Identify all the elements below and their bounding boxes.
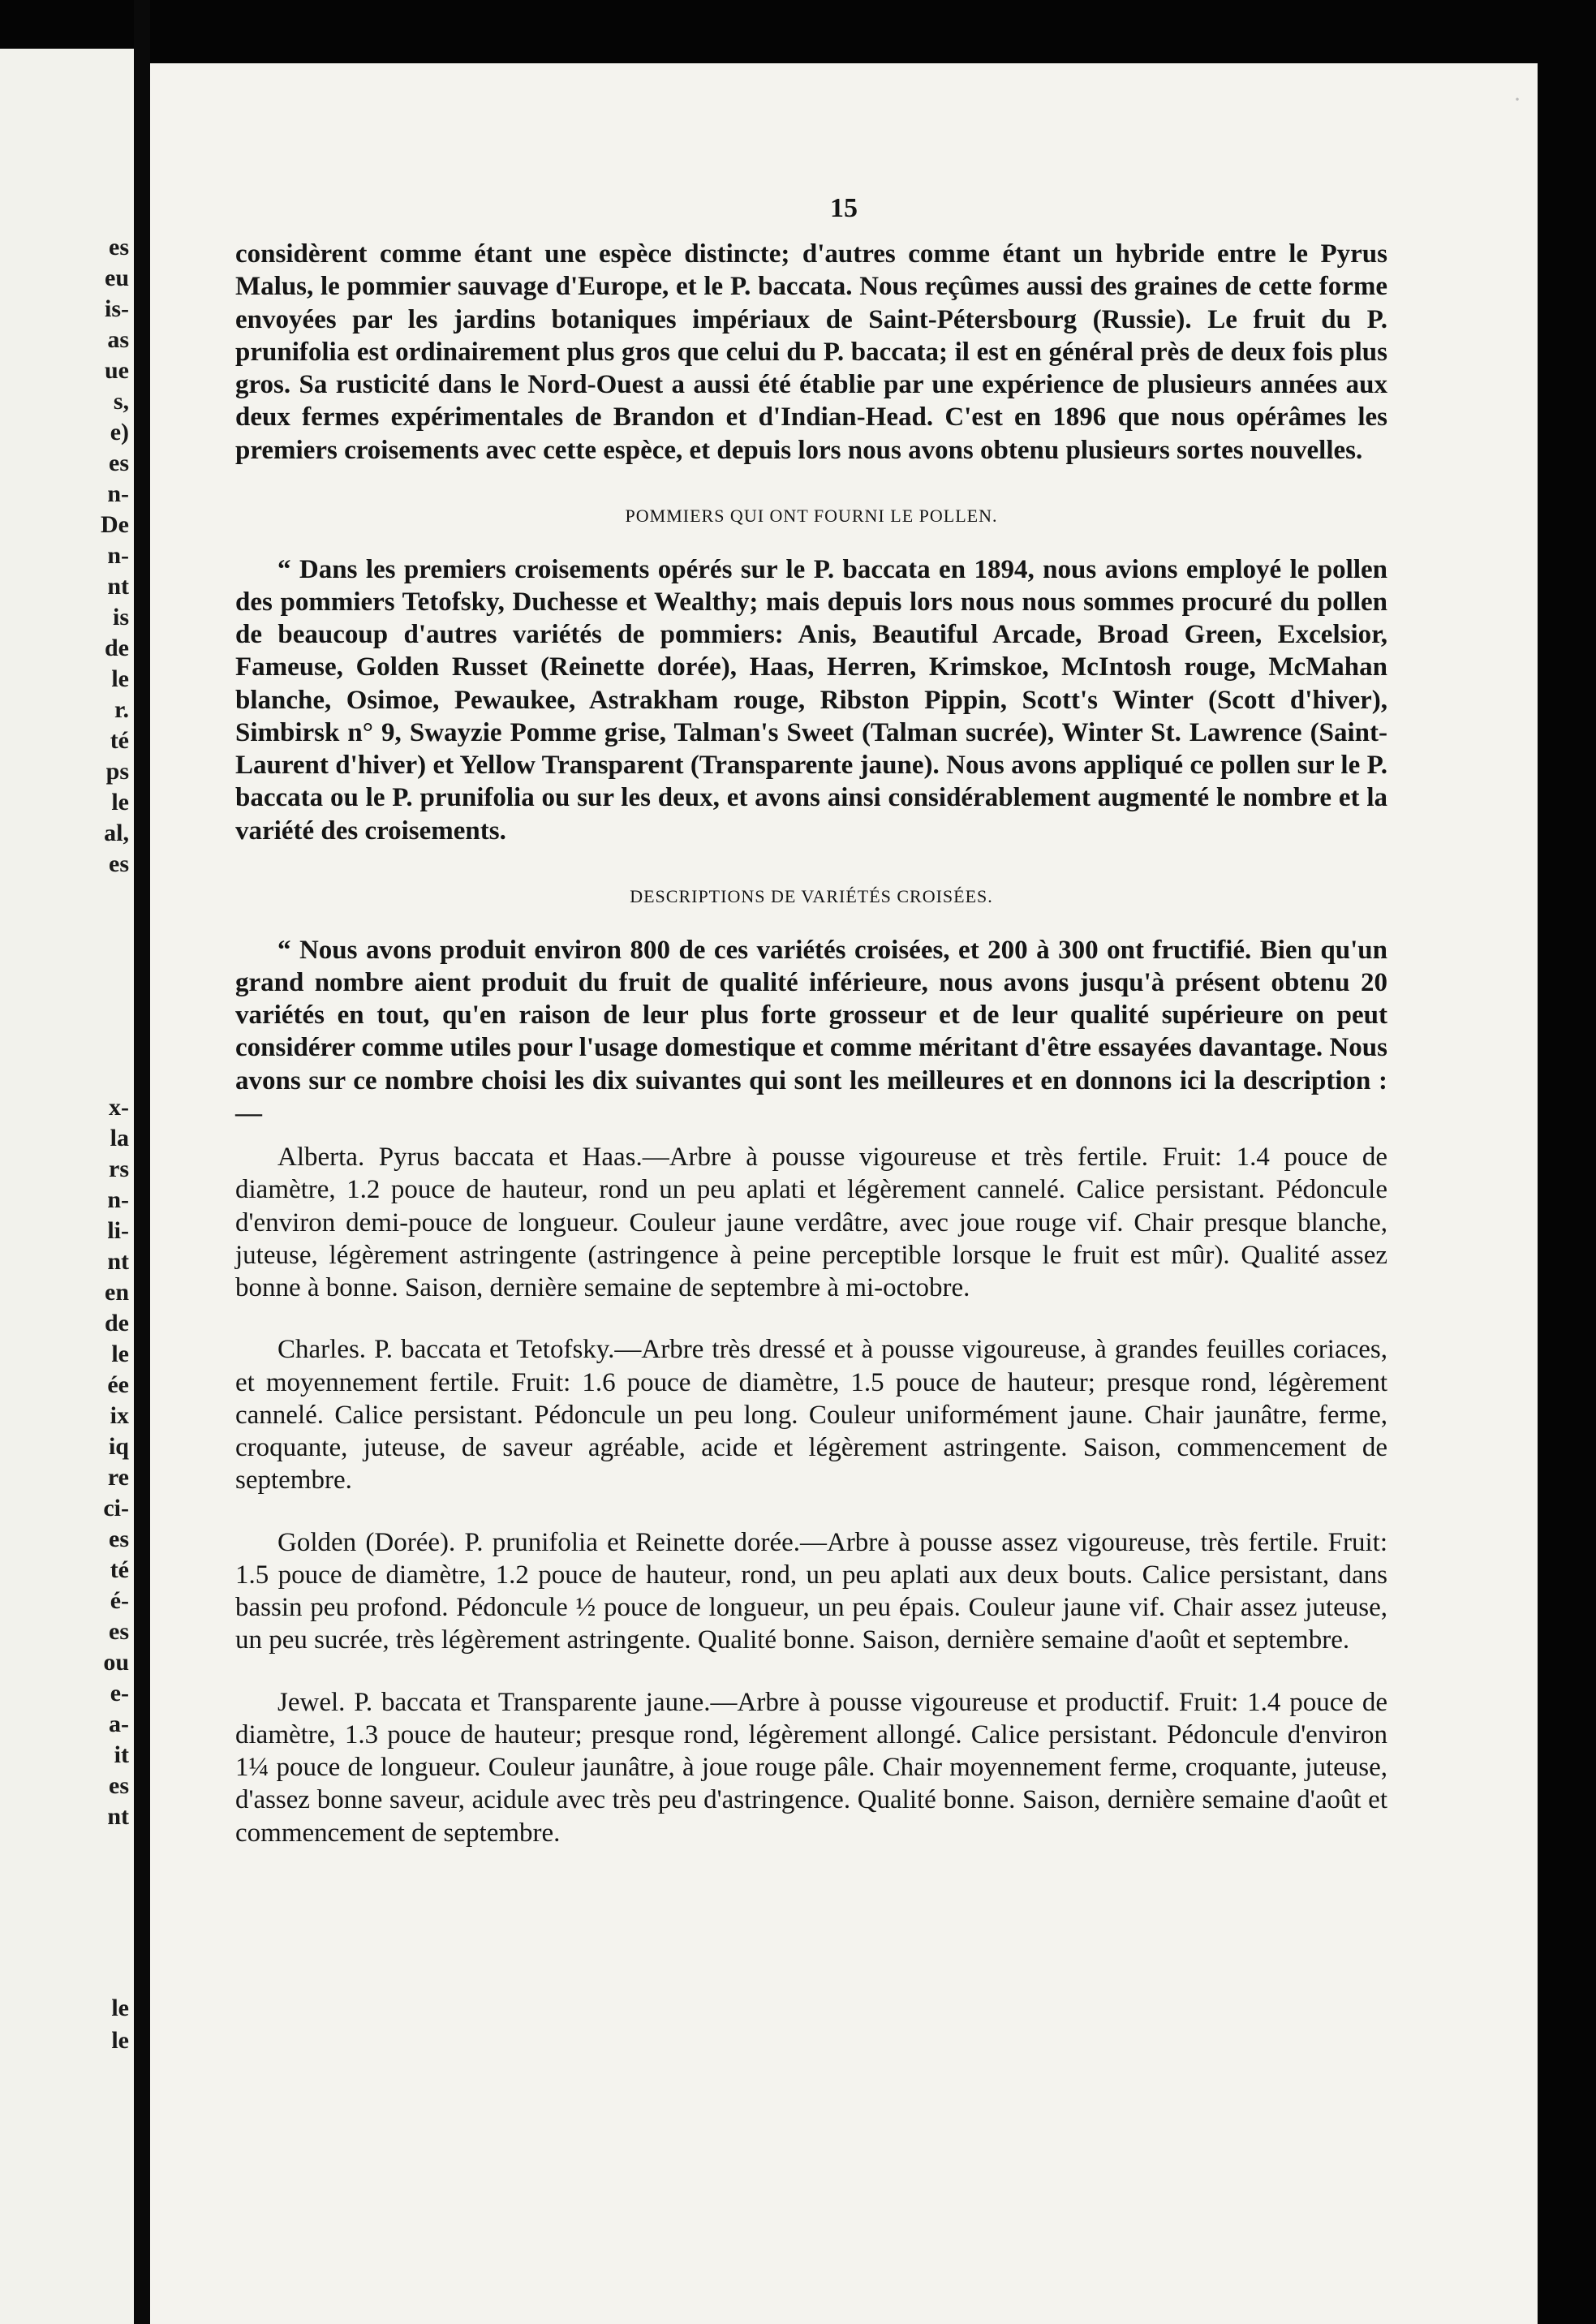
margin-fragment: nt bbox=[107, 573, 129, 600]
margin-fragment: re bbox=[107, 1464, 129, 1491]
page-body bbox=[235, 238, 1387, 1849]
margin-fragment: es bbox=[109, 1618, 129, 1645]
page-number: 15 bbox=[830, 193, 858, 223]
margin-fragment: ix bbox=[110, 1402, 129, 1429]
book-gutter bbox=[134, 0, 150, 2324]
margin-fragment: é- bbox=[110, 1587, 129, 1614]
corner-mark: · bbox=[1513, 86, 1521, 113]
margin-fragment: le bbox=[111, 789, 129, 816]
margin-fragment: ou bbox=[103, 1649, 129, 1676]
variety-golden: Golden (Dorée). P. prunifolia et Reinette dorée.—Arbre à pousse assez vigoureuse, très fertile. Fruit: 1.5 pouce de diamètre, 1.2 pouce de hauteur, rond, un peu aplati aux deux bouts. Calice persistant, dans bassin peu profond. Pédoncule ½ pouce de longueur, un peu épais. Couleur jaune vif. Chair assez juteuse, un peu sucrée, très légèrement astringente. Qualité bonne. Saison, dernière semaine d'août et septembre. bbox=[235, 1527, 1387, 1655]
section-heading-descriptions: DESCRIPTIONS DE VARIÉTÉS CROISÉES. bbox=[630, 885, 993, 906]
margin-fragment: is- bbox=[105, 295, 129, 322]
margin-fragment: es bbox=[109, 234, 129, 260]
margin-fragment: le bbox=[111, 665, 129, 692]
document-page bbox=[150, 63, 1538, 2324]
margin-fragment: r. bbox=[114, 696, 129, 723]
margin-fragment: es bbox=[109, 1526, 129, 1552]
variety-alberta: Alberta. Pyrus baccata et Haas.—Arbre à pousse vigoureuse et très fertile. Fruit: 1.4 pouce de diamètre, 1.2 pouce de hauteur, rond un peu aplati et légèrement cannelé. Calice persistant. Pédoncule d'environ demi-pouce de longueur. Couleur jaune verdâtre, avec joue rouge vif. Chair presque blanche, juteuse, légèrement astringente (astringence à peine perceptible lorsque le fruit est mûr). Qualité assez bonne à bonne. Saison, dernière semaine de septembre à mi-octobre. bbox=[235, 1143, 1387, 1303]
intro-paragraph: considèrent comme étant une espèce distincte; d'autres comme étant un hybride entre le Pyrus Malus, le pommier sauvage d'Europe, et le P. baccata. Nous reçûmes aussi des graines de cette forme envoyées par les jardins botaniques impériaux de Saint-Pétersbourg (Russie). Le fruit du P. prunifolia est ordinairement plus gros que celui du P. baccata; il est en général près de deux fois plus gros. Sa rusticité dans le Nord-Ouest a aussi été établie par une expérience de plusieurs années aux deux fermes expérimentales de Brandon et d'Indian-Head. C'est en 1896 que nous opérâmes les premiers croisements avec cette espèce, et depuis lors nous avons obtenu plusieurs sortes nouvelles. bbox=[235, 239, 1387, 465]
margin-fragment: n- bbox=[107, 480, 129, 507]
adjacent-page-margin bbox=[0, 49, 134, 2324]
margin-fragment: a- bbox=[109, 1711, 129, 1737]
margin-fragment: de bbox=[105, 1310, 129, 1336]
margin-fragment: té bbox=[110, 1556, 129, 1583]
margin-fragment: De bbox=[101, 511, 129, 538]
margin-fragment: le bbox=[111, 2027, 129, 2054]
margin-fragment: ée bbox=[107, 1371, 129, 1398]
margin-fragment: le bbox=[111, 1341, 129, 1367]
margin-fragment: n- bbox=[107, 1186, 129, 1213]
margin-fragment: e) bbox=[110, 419, 129, 445]
margin-fragment: ci- bbox=[103, 1495, 129, 1521]
margin-fragment: eu bbox=[105, 265, 129, 291]
margin-fragment: ue bbox=[105, 357, 129, 384]
margin-fragment: ps bbox=[105, 758, 129, 785]
margin-fragment: es bbox=[109, 450, 129, 476]
margin-fragment: al, bbox=[104, 820, 129, 846]
margin-fragment: is bbox=[112, 604, 129, 630]
margin-fragment: es bbox=[109, 1772, 129, 1799]
margin-fragment: la bbox=[110, 1125, 129, 1151]
margin-fragment: en bbox=[105, 1279, 129, 1306]
margin-fragment: es bbox=[109, 850, 129, 877]
margin-fragment: rs bbox=[109, 1156, 129, 1182]
section-heading-pollen: POMMIERS QUI ONT FOURNI LE POLLEN. bbox=[625, 505, 998, 526]
margin-fragment: x- bbox=[109, 1094, 129, 1121]
margin-fragment: as bbox=[107, 326, 129, 353]
margin-fragment: e- bbox=[110, 1680, 129, 1706]
margin-fragment: de bbox=[105, 635, 129, 661]
margin-fragment: n- bbox=[107, 542, 129, 569]
descriptions-paragraph: “ Nous avons produit environ 800 de ces variétés croisées, et 200 à 300 ont fructifié. Bien qu'un grand nombre aient produit du fruit de qualité inférieure, nous avons jusqu'à présent obtenu 20 variétés en tout, qu'en raison de leur plus forte grosseur et de leur qualité supérieure on peut considérer comme utiles pour l'usage domestique et comme méritant d'être essayées davantage. Nous avons sur ce nombre choisi les dix suivantes qui sont les meilleures et en donnons ici la description :— bbox=[235, 935, 1387, 1128]
margin-fragment: le bbox=[111, 1995, 129, 2021]
margin-fragment: it bbox=[114, 1741, 129, 1768]
variety-jewel: Jewel. P. baccata et Transparente jaune.—Arbre à pousse vigoureuse et productif. Fruit: 1.4 pouce de diamètre, 1.3 pouce de hauteur; presque rond, légèrement allongé. Calice persistant. Pédoncule d'environ 1¼ pouce de longueur. Couleur jaunâtre, à joue rouge pâle. Chair moyennement ferme, croquante, juteuse, d'assez bonne saveur, acidule avec très peu d'astringence. Qualité bonne. Saison, dernière semaine d'août et commencement de septembre. bbox=[235, 1687, 1387, 1848]
margin-fragment: té bbox=[110, 727, 129, 754]
margin-fragment: li- bbox=[107, 1217, 129, 1244]
pollen-paragraph: “ Dans les premiers croisements opérés sur le P. baccata en 1894, nous avions employé le pollen des pommiers Tetofsky, Duchesse et Wealthy; mais depuis lors nous nous sommes procuré du pollen de beaucoup d'autres variétés de pommiers: Anis, Beautiful Arcade, Broad Green, Excelsior, Fameuse, Golden Russet (Reinette dorée), Haas, Herren, Krimskoe, McIntosh rouge, McMahan blanche, Osimoe, Pewaukee, Astrakham rouge, Ribston Pippin, Scott's Winter (Scott d'hiver), Simbirsk n° 9, Swayzie Pomme grise, Talman's Sweet (Talman sucrée), Winter St. Lawrence (Saint-Laurent d'hiver) et Yellow Transparent (Transparente jaune). Nous avons appliqué ce pollen sur le P. baccata ou le P. prunifolia ou sur les deux, et avons ainsi considérablement augmenté le nombre et la variété des croisements. bbox=[235, 554, 1387, 846]
margin-fragment: nt bbox=[107, 1248, 129, 1275]
margin-fragment: s, bbox=[113, 388, 129, 415]
variety-charles: Charles. P. baccata et Tetofsky.—Arbre très dressé et à pousse vigoureuse, à grandes feuilles coriaces, et moyennement fertile. Fruit: 1.6 pouce de diamètre, 1.5 pouce de hauteur; presque rond, légèrement cannelé. Calice persistant. Pédoncule un peu long. Couleur uniformément jaune. Chair jaunâtre, ferme, croquante, juteuse, de saveur agréable, acide et légèrement astringente. Saison, commencement de septembre. bbox=[235, 1335, 1387, 1496]
margin-fragment: nt bbox=[107, 1803, 129, 1830]
margin-fragment: iq bbox=[108, 1433, 129, 1460]
